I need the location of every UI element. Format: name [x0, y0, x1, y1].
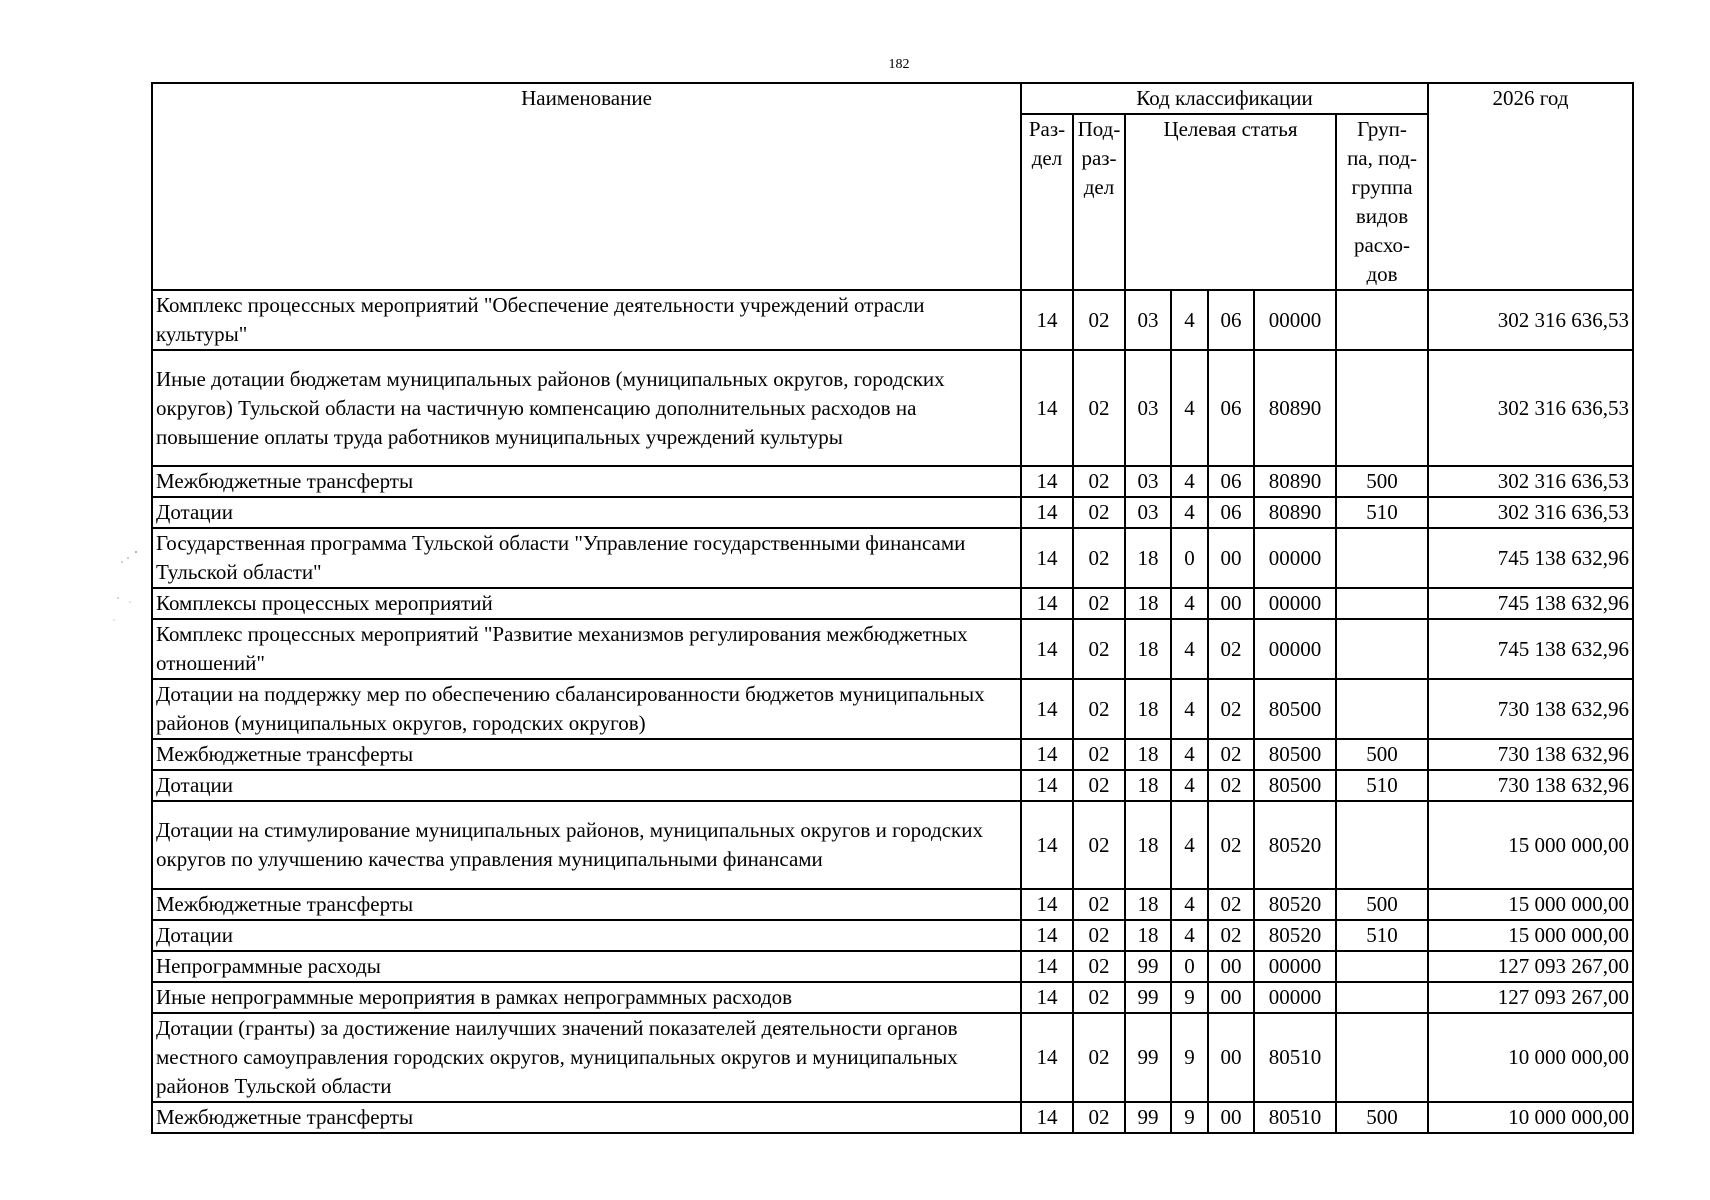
row-target-type: 4 — [1171, 619, 1208, 679]
row-target-direction: 80500 — [1254, 739, 1336, 770]
table-row — [152, 889, 1633, 920]
row-expense-group — [1336, 290, 1428, 350]
row-target-type: 4 — [1171, 801, 1208, 889]
table-row — [152, 528, 1633, 588]
row-target-program: 03 — [1125, 350, 1171, 466]
row-target-direction: 80520 — [1254, 920, 1336, 951]
row-target-type: 4 — [1171, 739, 1208, 770]
row-subsection: 02 — [1073, 350, 1125, 466]
table-row — [152, 1013, 1633, 1102]
row-target-subprogram: 02 — [1208, 619, 1254, 679]
row-section: 14 — [1021, 982, 1073, 1013]
row-target-subprogram: 00 — [1208, 982, 1254, 1013]
row-amount: 15 000 000,00 — [1428, 889, 1633, 920]
row-amount: 745 138 632,96 — [1428, 588, 1633, 619]
row-subsection: 02 — [1073, 619, 1125, 679]
row-amount: 10 000 000,00 — [1428, 1102, 1633, 1133]
row-section: 14 — [1021, 1013, 1073, 1102]
row-name: Межбюджетные трансферты — [152, 889, 1021, 920]
row-amount: 730 138 632,96 — [1428, 770, 1633, 801]
row-target-program: 03 — [1125, 497, 1171, 528]
row-target-direction: 00000 — [1254, 619, 1336, 679]
row-target-subprogram: 02 — [1208, 801, 1254, 889]
row-section: 14 — [1021, 290, 1073, 350]
row-subsection: 02 — [1073, 290, 1125, 350]
row-section: 14 — [1021, 350, 1073, 466]
row-name: Дотации — [152, 497, 1021, 528]
row-target-subprogram: 02 — [1208, 920, 1254, 951]
header-expense-group: Груп- па, под- группа видов расхо- дов — [1336, 114, 1428, 290]
table-row — [152, 1102, 1633, 1133]
row-section: 14 — [1021, 1102, 1073, 1133]
header-year: 2026 год — [1428, 83, 1633, 290]
row-target-subprogram: 00 — [1208, 588, 1254, 619]
row-target-subprogram: 00 — [1208, 951, 1254, 982]
row-subsection: 02 — [1073, 466, 1125, 497]
row-expense-group — [1336, 350, 1428, 466]
row-subsection: 02 — [1073, 739, 1125, 770]
row-name: Межбюджетные трансферты — [152, 466, 1021, 497]
row-amount: 730 138 632,96 — [1428, 679, 1633, 739]
row-target-type: 4 — [1171, 920, 1208, 951]
row-expense-group — [1336, 951, 1428, 982]
table-row — [152, 739, 1633, 770]
row-amount: 15 000 000,00 — [1428, 801, 1633, 889]
row-target-program: 18 — [1125, 920, 1171, 951]
row-amount: 127 093 267,00 — [1428, 951, 1633, 982]
row-target-direction: 80890 — [1254, 350, 1336, 466]
table-row — [152, 588, 1633, 619]
row-name: Государственная программа Тульской области "Управление государственными финансами Тульской области" — [152, 528, 1021, 588]
row-section: 14 — [1021, 497, 1073, 528]
row-target-type: 9 — [1171, 1102, 1208, 1133]
row-target-subprogram: 06 — [1208, 290, 1254, 350]
table-row — [152, 801, 1633, 889]
row-subsection: 02 — [1073, 770, 1125, 801]
row-expense-group: 510 — [1336, 497, 1428, 528]
row-amount: 302 316 636,53 — [1428, 350, 1633, 466]
row-target-program: 18 — [1125, 619, 1171, 679]
row-name: Межбюджетные трансферты — [152, 739, 1021, 770]
row-expense-group: 510 — [1336, 770, 1428, 801]
row-section: 14 — [1021, 770, 1073, 801]
header-subsection: Под- раз- дел — [1073, 114, 1125, 290]
row-section: 14 — [1021, 466, 1073, 497]
row-name: Дотации (гранты) за достижение наилучших значений показателей деятельности органов местного самоуправления городских округов, муниципальных округов и муниципальных районов Тульской области — [152, 1013, 1021, 1102]
row-target-program: 99 — [1125, 951, 1171, 982]
row-target-subprogram: 00 — [1208, 1013, 1254, 1102]
row-amount: 302 316 636,53 — [1428, 290, 1633, 350]
row-name: Межбюджетные трансферты — [152, 1102, 1021, 1133]
row-target-subprogram: 02 — [1208, 679, 1254, 739]
row-target-direction: 00000 — [1254, 951, 1336, 982]
header-target-article: Целевая статья — [1125, 114, 1336, 290]
table-row — [152, 770, 1633, 801]
table-row — [152, 679, 1633, 739]
row-target-type: 0 — [1171, 951, 1208, 982]
row-subsection: 02 — [1073, 889, 1125, 920]
row-target-program: 03 — [1125, 290, 1171, 350]
row-name: Непрограммные расходы — [152, 951, 1021, 982]
row-subsection: 02 — [1073, 588, 1125, 619]
row-target-direction: 80520 — [1254, 889, 1336, 920]
row-subsection: 02 — [1073, 1013, 1125, 1102]
row-section: 14 — [1021, 619, 1073, 679]
row-target-direction: 80890 — [1254, 466, 1336, 497]
row-target-type: 0 — [1171, 528, 1208, 588]
row-name: Дотации на поддержку мер по обеспечению сбалансированности бюджетов муниципальных районов (муниципальных округов, городских округов) — [152, 679, 1021, 739]
row-section: 14 — [1021, 920, 1073, 951]
row-amount: 730 138 632,96 — [1428, 739, 1633, 770]
row-target-direction: 00000 — [1254, 588, 1336, 619]
row-target-subprogram: 00 — [1208, 1102, 1254, 1133]
row-amount: 15 000 000,00 — [1428, 920, 1633, 951]
table-row — [152, 350, 1633, 466]
row-expense-group: 500 — [1336, 1102, 1428, 1133]
row-target-type: 4 — [1171, 497, 1208, 528]
row-target-program: 99 — [1125, 982, 1171, 1013]
table-row — [152, 982, 1633, 1013]
row-expense-group — [1336, 619, 1428, 679]
row-expense-group — [1336, 801, 1428, 889]
row-expense-group — [1336, 588, 1428, 619]
row-target-program: 18 — [1125, 588, 1171, 619]
table-row — [152, 920, 1633, 951]
table-row — [152, 619, 1633, 679]
row-target-type: 4 — [1171, 350, 1208, 466]
row-section: 14 — [1021, 801, 1073, 889]
row-section: 14 — [1021, 528, 1073, 588]
row-target-direction: 80890 — [1254, 497, 1336, 528]
row-target-program: 99 — [1125, 1102, 1171, 1133]
row-target-direction: 00000 — [1254, 290, 1336, 350]
row-expense-group: 510 — [1336, 920, 1428, 951]
row-section: 14 — [1021, 588, 1073, 619]
row-amount: 302 316 636,53 — [1428, 497, 1633, 528]
row-target-program: 18 — [1125, 889, 1171, 920]
row-expense-group — [1336, 528, 1428, 588]
row-name: Иные непрограммные мероприятия в рамках непрограммных расходов — [152, 982, 1021, 1013]
row-amount: 10 000 000,00 — [1428, 1013, 1633, 1102]
row-expense-group: 500 — [1336, 739, 1428, 770]
row-target-program: 18 — [1125, 801, 1171, 889]
row-target-program: 18 — [1125, 770, 1171, 801]
row-target-subprogram: 02 — [1208, 770, 1254, 801]
row-target-subprogram: 00 — [1208, 528, 1254, 588]
header-classification-code: Код классификации — [1021, 83, 1428, 114]
header-name: Наименование — [152, 83, 1021, 290]
row-target-type: 9 — [1171, 982, 1208, 1013]
row-name: Дотации на стимулирование муниципальных районов, муниципальных округов и городских округов по улучшению качества управления муниципальными финансами — [152, 801, 1021, 889]
row-target-program: 18 — [1125, 679, 1171, 739]
row-target-program: 18 — [1125, 739, 1171, 770]
table-body — [152, 290, 1633, 1133]
row-name: Комплексы процессных мероприятий — [152, 588, 1021, 619]
row-name: Иные дотации бюджетам муниципальных районов (муниципальных округов, городских округов) Тульской области на частичную компенсацию дополнительных расходов на повышение оплаты труда работников муниципальных учреждений культуры — [152, 350, 1021, 466]
row-expense-group — [1336, 982, 1428, 1013]
row-section: 14 — [1021, 889, 1073, 920]
row-target-type: 4 — [1171, 588, 1208, 619]
row-target-program: 03 — [1125, 466, 1171, 497]
row-subsection: 02 — [1073, 679, 1125, 739]
row-subsection: 02 — [1073, 920, 1125, 951]
row-target-type: 4 — [1171, 466, 1208, 497]
row-target-type: 4 — [1171, 679, 1208, 739]
row-subsection: 02 — [1073, 528, 1125, 588]
row-amount: 745 138 632,96 — [1428, 619, 1633, 679]
row-name: Комплекс процессных мероприятий "Обеспечение деятельности учреждений отрасли культуры" — [152, 290, 1021, 350]
row-target-subprogram: 06 — [1208, 350, 1254, 466]
row-subsection: 02 — [1073, 801, 1125, 889]
row-amount: 302 316 636,53 — [1428, 466, 1633, 497]
row-target-direction: 00000 — [1254, 528, 1336, 588]
table-row — [152, 290, 1633, 350]
row-subsection: 02 — [1073, 982, 1125, 1013]
scan-specks — [108, 540, 148, 630]
row-target-direction: 80510 — [1254, 1013, 1336, 1102]
table-row — [152, 497, 1633, 528]
row-target-direction: 80510 — [1254, 1102, 1336, 1133]
row-name: Дотации — [152, 920, 1021, 951]
row-target-program: 99 — [1125, 1013, 1171, 1102]
row-target-type: 4 — [1171, 770, 1208, 801]
row-target-subprogram: 02 — [1208, 889, 1254, 920]
row-expense-group: 500 — [1336, 466, 1428, 497]
budget-table — [151, 82, 1634, 1134]
row-target-direction: 80500 — [1254, 679, 1336, 739]
row-name: Комплекс процессных мероприятий "Развитие механизмов регулирования межбюджетных отношений" — [152, 619, 1021, 679]
row-target-subprogram: 06 — [1208, 466, 1254, 497]
table-row — [152, 466, 1633, 497]
row-subsection: 02 — [1073, 1102, 1125, 1133]
page-number: 182 — [888, 57, 910, 72]
row-target-subprogram: 02 — [1208, 739, 1254, 770]
row-target-type: 4 — [1171, 889, 1208, 920]
row-target-type: 4 — [1171, 290, 1208, 350]
row-target-type: 9 — [1171, 1013, 1208, 1102]
row-section: 14 — [1021, 739, 1073, 770]
row-section: 14 — [1021, 951, 1073, 982]
row-target-subprogram: 06 — [1208, 497, 1254, 528]
row-subsection: 02 — [1073, 951, 1125, 982]
row-subsection: 02 — [1073, 497, 1125, 528]
row-target-direction: 80520 — [1254, 801, 1336, 889]
row-amount: 745 138 632,96 — [1428, 528, 1633, 588]
row-target-direction: 00000 — [1254, 982, 1336, 1013]
row-expense-group — [1336, 1013, 1428, 1102]
row-target-program: 18 — [1125, 528, 1171, 588]
row-amount: 127 093 267,00 — [1428, 982, 1633, 1013]
row-expense-group — [1336, 679, 1428, 739]
header-section: Раз- дел — [1021, 114, 1073, 290]
row-section: 14 — [1021, 679, 1073, 739]
row-target-direction: 80500 — [1254, 770, 1336, 801]
row-name: Дотации — [152, 770, 1021, 801]
table-row — [152, 951, 1633, 982]
row-expense-group: 500 — [1336, 889, 1428, 920]
